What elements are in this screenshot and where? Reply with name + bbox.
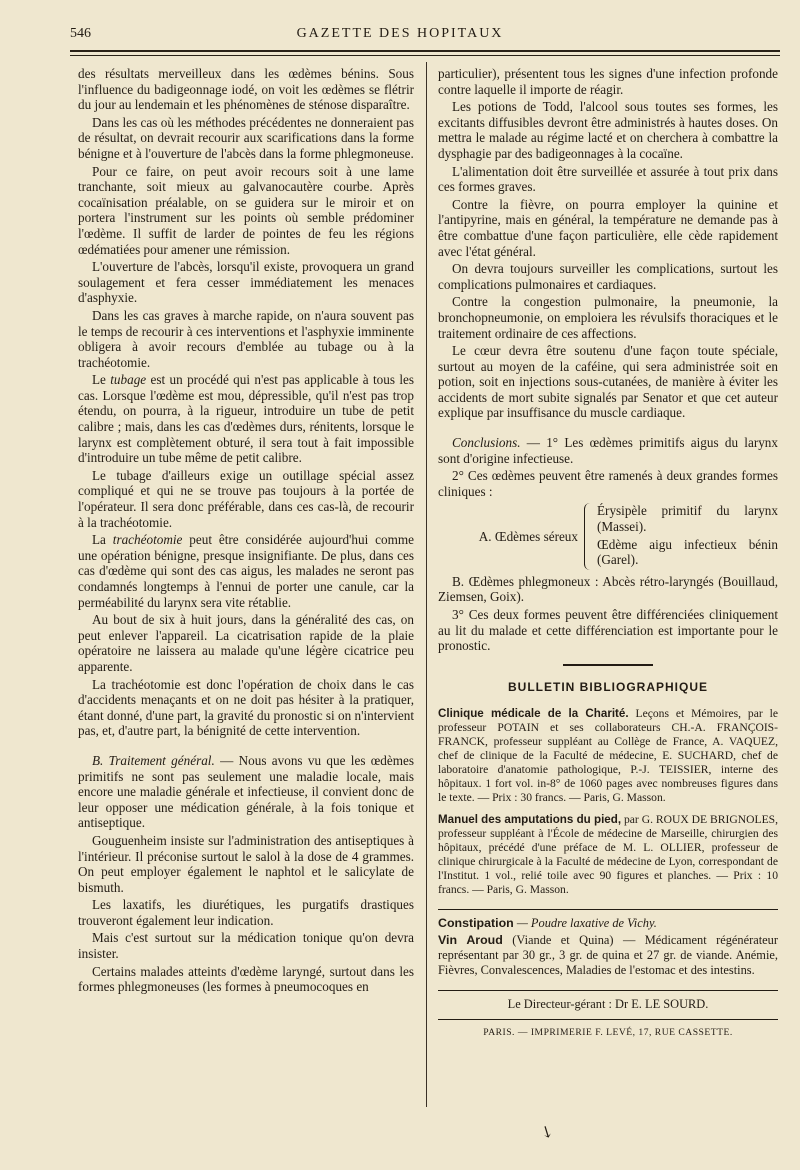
header-rule-thin [70, 55, 780, 56]
left-column [78, 66, 414, 997]
text-run: La [92, 532, 113, 548]
classification-list [438, 503, 778, 569]
section-gap [78, 741, 414, 753]
section-heading: B. Traitement général. [92, 752, 215, 768]
paragraph: Le cœur devra être soutenu d'une façon toute spéciale, surtout au moyen de la caféine, qui sera administrée soit en potion, soit en injections sous-cutanées, de manière à éviter les accidents de mort subite signalés par Senator et que cet auteur explique par insuffisance du muscle cardiaque. [438, 343, 778, 421]
advertisement [438, 916, 778, 931]
list-item: Œdème aigu infectieux bénin (Garel). [597, 536, 778, 568]
page-number: 546 [70, 26, 91, 41]
paragraph: L'alimentation doit être surveillée et assurée à tout prix dans ces formes graves. [438, 163, 778, 195]
paragraph: Pour ce faire, on peut avoir recours soit à une lame tranchante, soit mieux au galvanocautère courbe. Après cocaïnisation préalable, on se guidera sur le miroir et on portera l'instrument sur les points où semble prédominer l'œdème. Il suffit de larder de pointes de feu les régions œdématiées pour amener une rémission. [78, 163, 414, 257]
ad-body: — Poudre laxative de Vichy. [513, 916, 657, 931]
ad-body: (Viande et Quina) — Médicament régénérateur représentant par 30 gr., 3 gr. de quina et 27 gr. de viande. Anémie, Fièvres, Convalescences, Maladies de l'estomac et des intestins. [438, 933, 778, 978]
paragraph: 3° Ces deux formes peuvent être différenciées cliniquement au lit du malade et cette différenciation est importante pour le pronostic. [438, 607, 778, 654]
paragraph: On devra toujours surveiller les complications, surtout les complications pulmonaires et cardiaques. [438, 261, 778, 292]
text-run: — 1° Les œdèmes primitifs aigus du larynx sont d'origine infectieuse. [438, 435, 778, 466]
list-b: B. Œdèmes phlegmoneux : Abcès rétro-laryngés (Bouillaud, Ziemsen, Goix). [438, 573, 778, 605]
advertisement [438, 933, 778, 978]
paragraph: La trachéotomie est donc l'opération de choix dans le cas d'accidents menaçants et on ne doit pas hésiter à la pratiquer, étant donné, d'une part, la gravité du pronostic si on n'intervient pas, et, d'autre part, la bénignité de cette intervention. [78, 676, 414, 739]
paragraph: L'ouverture de l'abcès, lorsqu'il existe, provoquera un grand soulagement et fera cesser immédiatement les menaces d'asphyxie. [78, 259, 414, 306]
director-line: Le Directeur-gérant : Dr E. LE SOURD. [507, 997, 709, 1012]
printer-line: PARIS. — IMPRIMERIE F. LEVÉ, 17, RUE CASSETTE. [438, 1019, 778, 1041]
column-divider [426, 62, 427, 1107]
paragraph: Mais c'est surtout sur la médication tonique qu'on devra insister. [78, 930, 414, 962]
paragraph: Les potions de Todd, l'alcool sous toutes ses formes, les excitants diffusibles devront être administrés à hautes doses. On mettra le malade au régime lacté et on cherchera à combattre la dysphagie par des badigeonnages à la cocaïne. [438, 99, 778, 161]
conclusions-label: Conclusions. [452, 435, 521, 451]
paragraph: Gouguenheim insiste sur l'administration des antiseptiques à l'intérieur. Il préconise surtout le salol à la dose de 4 grammes. On peut employer également le naphtol et le salicylate de bismuth. [78, 832, 414, 895]
term-tubage: tubage [110, 372, 147, 388]
text-run: est un procédé qui n'est pas applicable à tous les cas. Lorsque l'œdème est mou, dépressible, qu'il n'est pas trop étendu, on pourra, à la rigueur, introduire un tube de petit calibre ; mais, dans les cas d'œdèmes durs, rénitents, lorsque le larynx est complètement obturé, il sera tout à fait impossible d'introduire un tube même de petit calibre. [78, 372, 414, 466]
bulletin-heading: BULLETIN BIBLIOGRAPHIQUE [508, 679, 708, 694]
ad-title: Constipation [438, 916, 514, 931]
paragraph: particulier), présentent tous les signes d'une infection profonde contre laquelle il importe de réagir. [438, 66, 778, 97]
bib-title: Manuel des amputations du pied, [438, 813, 622, 827]
bib-body: Leçons et Mémoires, par le professeur POTAIN et ses collaborateurs CH.-A. FRANÇOIS-FRANCK, professeur suppléant au Collège de France, A. VAQUEZ, chef de clinique de la Faculté de médecine, E. SUCHARD, chef de laboratoire d'anatomie pathologique, P.-J. TEISSIER, interne des hôpitaux. 1 fort vol. in-8° de 1060 pages avec nombreuses figures dans le texte. — Prix : 30 francs. — Paris, G. Masson. [438, 707, 778, 805]
bib-entry [438, 813, 778, 897]
paragraph: Les laxatifs, les diurétiques, les purgatifs drastiques trouveront également leur indication. [78, 897, 414, 928]
ad-rule [438, 909, 778, 910]
paragraph: Contre la congestion pulmonaire, la pneumonie, la bronchopneumonie, on emploiera les révulsifs thoraciques et le traitement ordinaire de ces affections. [438, 294, 778, 341]
list-a-items [597, 503, 778, 569]
paragraph: Le tubage d'ailleurs exige un outillage spécial assez compliqué et qui ne se trouve pas toujours à la portée de l'opérateur. Il sera donc préférable, dans ces cas-là, de recourir à la trachéotomie. [78, 467, 414, 530]
paragraph: Certains malades atteints d'œdème laryngé, surtout dans les formes phlegmoneuses (les formes à pneumocoques en [78, 963, 414, 995]
bib-entry [438, 707, 778, 805]
header-rule [70, 50, 780, 52]
text-run: Le [92, 372, 111, 388]
conclusions-paragraph [438, 435, 778, 466]
section-rule [563, 664, 653, 666]
paragraph: des résultats merveilleux dans les œdèmes bénins. Sous l'influence du badigeonnage iodé, on voit les œdèmes se flétrir du jour au lendemain et les phénomènes de sténose disparaître. [78, 66, 414, 113]
paragraph-tracheotomie [78, 532, 414, 610]
ad-title: Vin Aroud [438, 933, 503, 948]
right-column [438, 66, 778, 1041]
paragraph: Contre la fièvre, on pourra employer la quinine et l'antipyrine, mais en général, la température ne demande pas à être combattue d'une façon particulière, elle cède rapidement avec l'état général. [438, 196, 778, 259]
list-item: Érysipèle primitif du larynx (Massei). [597, 503, 778, 535]
text-run: — Nous avons vu que les œdèmes primitifs ne sont pas seulement une maladie locale, mais encore une maladie générale et infectieuse, il convient donc de leur opposer une médication générale, à la fois tonique et antiseptique. [78, 752, 414, 831]
paragraph: Dans les cas où les méthodes précédentes ne donneraient pas de résultat, on devrait recourir aux scarifications dans la forme bénigne et à l'ouverture de l'abcès dans la forme phlegmoneuse. [78, 114, 414, 161]
ornament-mark: ↘ [536, 1121, 557, 1144]
footer-rule [438, 990, 778, 991]
running-title: GAZETTE DES HOPITAUX [296, 26, 504, 41]
paragraph-tubage [78, 372, 414, 466]
paragraph-traitement-general [78, 753, 414, 831]
text-run: peut être considérée aujourd'hui comme une opération bénigne, presque insignifiante. De plus, dans ces cas d'œdème qui sont des cas aigus, les malades ne seront pas condamnés longtemps à l'ennui de porter une canule, car la perméabilité du larynx sera vite rétablie. [78, 532, 414, 610]
paragraph: Au bout de six à huit jours, dans la généralité des cas, on peut enlever l'appareil. La cicatrisation rapide de la plaie opératoire ne laissera au malade qu'une légère cicatrice peu apparente. [78, 612, 414, 674]
brace [584, 503, 593, 569]
list-a-label: A. Œdèmes séreux [478, 528, 578, 544]
paragraph: Dans les cas graves à marche rapide, on n'aura souvent pas le temps de recourir à ces interventions et l'asphyxie imminente obligera à avoir recours d'emblée au tubage ou à la trachéotomie. [78, 307, 414, 370]
section-gap [438, 423, 778, 435]
bib-title: Clinique médicale de la Charité. [438, 707, 629, 721]
bib-body: par G. ROUX DE BRIGNOLES, professeur suppléant à l'École de médecine de Marseille, chirurgien des hôpitaux, précédé d'une préface de M. L. OLLIER, professeur de clinique chirurgicale à la Faculté de médecine de Lyon, correspondant de l'Institut. 1 vol., relié toile avec 90 figures et planches. — Prix : 10 francs. — Paris, G. Masson. [438, 813, 778, 897]
paragraph: 2° Ces œdèmes peuvent être ramenés à deux grandes formes cliniques : [438, 468, 778, 499]
term-tracheotomie: trachéotomie [112, 532, 183, 548]
